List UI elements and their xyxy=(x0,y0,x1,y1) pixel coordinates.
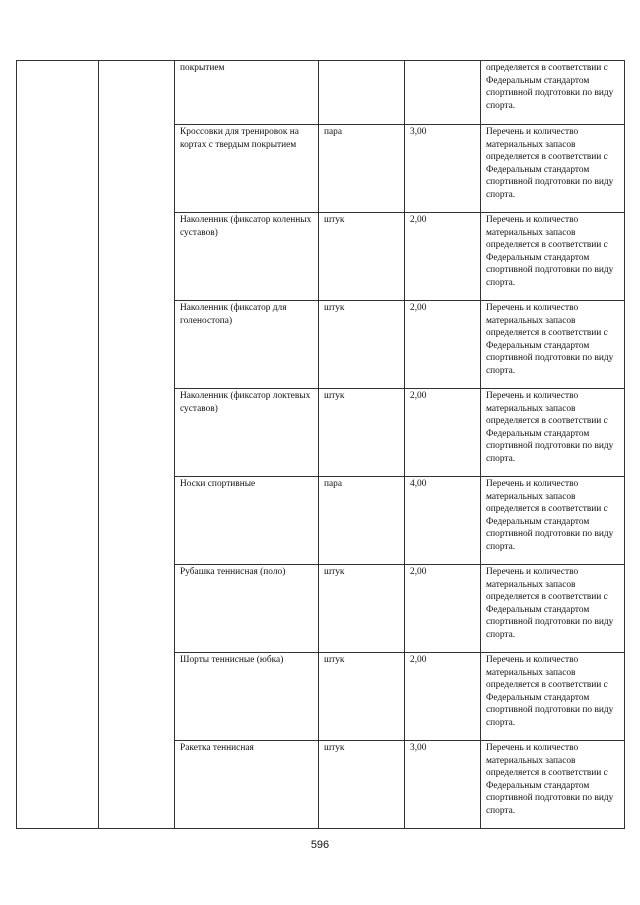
note-cell: Перечень и количество материальных запасов определяется в соответствии с Федеральным стандартом спортивной подготовки по виду спорта. xyxy=(481,653,625,741)
empty-cell-col1 xyxy=(17,61,99,829)
empty-cell-col2 xyxy=(99,61,175,829)
unit-cell: пара xyxy=(319,125,405,213)
quantity-cell: 2,00 xyxy=(405,565,481,653)
unit-cell xyxy=(319,61,405,125)
note-cell: Перечень и количество материальных запасов определяется в соответствии с Федеральным стандартом спортивной подготовки по виду спорта. xyxy=(481,213,625,301)
note-cell: Перечень и количество материальных запасов определяется в соответствии с Федеральным стандартом спортивной подготовки по виду спорта. xyxy=(481,477,625,565)
item-name-cell: Наколенник (фиксатор локтевых суставов) xyxy=(175,389,319,477)
unit-cell: пара xyxy=(319,477,405,565)
item-name-cell: Кроссовки для тренировок на кортах с твердым покрытием xyxy=(175,125,319,213)
note-cell: Перечень и количество материальных запасов определяется в соответствии с Федеральным стандартом спортивной подготовки по виду спорта. xyxy=(481,125,625,213)
quantity-cell: 4,00 xyxy=(405,477,481,565)
note-cell: определяется в соответствии с Федеральным стандартом спортивной подготовки по виду спорта. xyxy=(481,61,625,125)
item-name-cell: Ракетка теннисная xyxy=(175,741,319,829)
quantity-cell: 2,00 xyxy=(405,389,481,477)
item-name-cell: Шорты теннисные (юбка) xyxy=(175,653,319,741)
unit-cell: штук xyxy=(319,741,405,829)
table-row xyxy=(17,61,625,125)
item-name-cell: Наколенник (фиксатор для голеностопа) xyxy=(175,301,319,389)
page-number: 596 xyxy=(310,839,330,851)
quantity-cell: 3,00 xyxy=(405,741,481,829)
unit-cell: штук xyxy=(319,213,405,301)
item-name-cell: покрытием xyxy=(175,61,319,125)
unit-cell: штук xyxy=(319,653,405,741)
quantity-cell xyxy=(405,61,481,125)
note-cell: Перечень и количество материальных запасов определяется в соответствии с Федеральным стандартом спортивной подготовки по виду спорта. xyxy=(481,389,625,477)
unit-cell: штук xyxy=(319,301,405,389)
unit-cell: штук xyxy=(319,565,405,653)
unit-cell: штук xyxy=(319,389,405,477)
item-name-cell: Рубашка теннисная (поло) xyxy=(175,565,319,653)
quantity-cell: 2,00 xyxy=(405,653,481,741)
note-cell: Перечень и количество материальных запасов определяется в соответствии с Федеральным стандартом спортивной подготовки по виду спорта. xyxy=(481,301,625,389)
quantity-cell: 2,00 xyxy=(405,213,481,301)
item-name-cell: Наколенник (фиксатор коленных суставов) xyxy=(175,213,319,301)
note-cell: Перечень и количество материальных запасов определяется в соответствии с Федеральным стандартом спортивной подготовки по виду спорта. xyxy=(481,741,625,829)
quantity-cell: 2,00 xyxy=(405,301,481,389)
item-name-cell: Носки спортивные xyxy=(175,477,319,565)
quantity-cell: 3,00 xyxy=(405,125,481,213)
note-cell: Перечень и количество материальных запасов определяется в соответствии с Федеральным стандартом спортивной подготовки по виду спорта. xyxy=(481,565,625,653)
equipment-table xyxy=(16,60,625,829)
